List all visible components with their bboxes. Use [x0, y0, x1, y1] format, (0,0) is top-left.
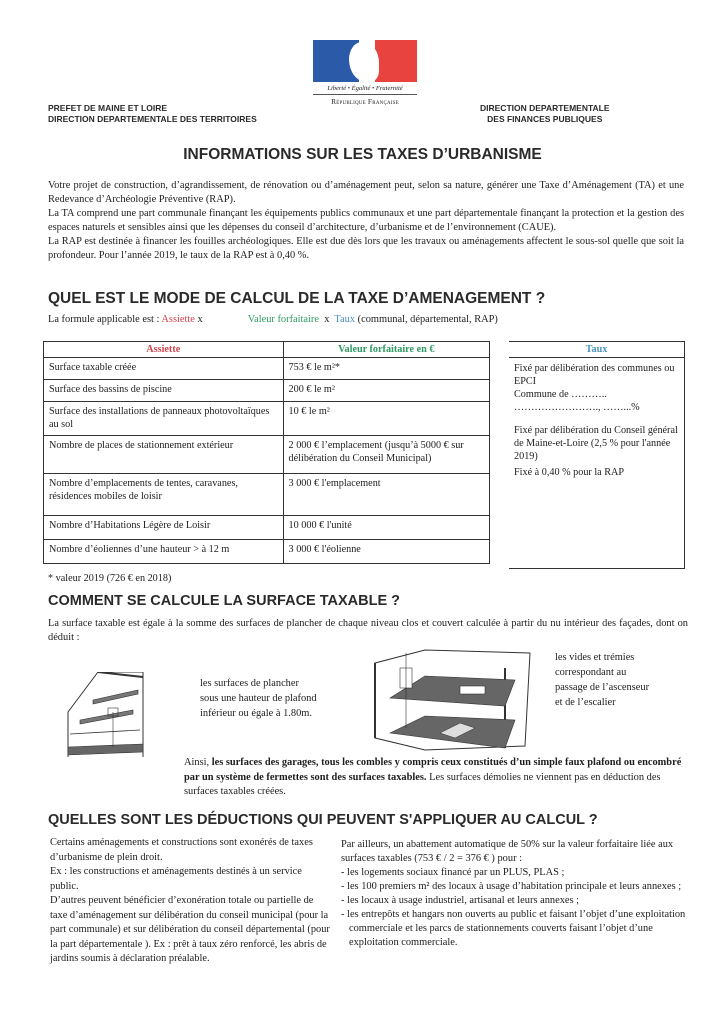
section-heading-surface: COMMENT SE CALCULE LA SURFACE TAXABLE ? [48, 593, 401, 609]
cell-assiette: Surface taxable créée [44, 358, 284, 380]
taux-departemental: Fixé par délibération du Conseil général de Maine-et-Loire (2,5 % pour l'année 2019) [514, 425, 678, 462]
tax-table [43, 341, 490, 564]
note-suffix: Les surfaces démolies ne viennent pas en déduction des surfaces taxables créées. [184, 771, 661, 797]
column-header-valeur: Valeur forfaitaire en € [283, 342, 489, 358]
exemption-paragraph: D’autres peuvent bénéficier d’exonération totale ou partielle de taxe d’aménagement sur délibération du conseil municipal (pour la part communale) et sur délibération du conseil départemental (pour la part départementale ). Ex : prêt à taux zéro renforcé, les abris de jardins soumis à déclaration préalable. [50, 895, 330, 964]
exemption-paragraph: Ex : les constructions et aménagements destinés à un service public. [50, 866, 302, 892]
cell-valeur: 2 000 € l’emplacement (jusqu’à 5000 € sur délibération du Conseil Municipal) [283, 436, 489, 474]
list-item: - les entrepôts et hangars non ouverts au public et faisant l’objet d’une exploitation commerciale et les parcs de stationnements couverts faisant l’objet d’une exploitation commerciale. [341, 909, 686, 948]
formula-valeur: Valeur forfaitaire [247, 314, 319, 325]
caption-voids: les vides et trémies correspondant au passage de l’ascenseur et de l’escalier [555, 652, 650, 708]
intro-paragraph: La RAP est destinée à financer les fouilles archéologiques. Elle est due dès lors que les travaux ou aménagements affectent le sous-sol quelle que soit la profondeur. Pour l’année 2019, le taux de la RAP est à 0,40 %. [48, 236, 684, 261]
table-row [44, 402, 490, 436]
header-left-line: PREFET DE MAINE ET LOIRE [48, 103, 168, 113]
cell-valeur: 3 000 € l'emplacement [283, 474, 489, 516]
taux-percent-blank: ……………………., ……...% [514, 402, 640, 413]
table-row [44, 436, 490, 474]
cell-valeur: 10 € le m² [283, 402, 489, 436]
header-left-line: DIRECTION DEPARTEMENTALE DES TERRITOIRES [48, 114, 257, 124]
building-voids-illustration-icon [365, 648, 540, 753]
exemption-paragraph: Certains aménagements et constructions sont exonérés de taxes d’urbanisme de plein droit. [50, 837, 313, 863]
cell-valeur: 10 000 € l'unité [283, 516, 489, 540]
list-item: - les logements sociaux financé par un PLUS, PLAS ; [341, 867, 565, 878]
table-row [44, 358, 490, 380]
cell-assiette: Nombre de places de stationnement extérieur [44, 436, 284, 474]
cell-assiette: Nombre d’éoliennes d’une hauteur > à 12 m [44, 540, 284, 564]
intro-text [48, 179, 684, 263]
table-row [44, 380, 490, 402]
deductions-left-column [50, 836, 332, 967]
header-right-line: DES FINANCES PUBLIQUES [487, 114, 603, 124]
page-title: INFORMATIONS SUR LES TAXES D’URBANISME [183, 146, 542, 163]
taux-rap: Fixé à 0,40 % pour la RAP [514, 467, 625, 478]
table-row [44, 516, 490, 540]
abatement-intro: Par ailleurs, un abattement automatique de 50% sur la valeur forfaitaire liée aux surfaces taxables (753 € / 2 = 376 € ) pour : [341, 839, 674, 864]
attic-floor-illustration-icon [58, 672, 148, 757]
taux-commune-blank: Commune de ……….. [514, 389, 607, 400]
header-right-authority [480, 103, 610, 125]
note-prefix: Ainsi, [184, 757, 212, 768]
cell-valeur: 753 € le m²* [283, 358, 489, 380]
section-heading-calcul: QUEL EST LE MODE DE CALCUL DE LA TAXE D’AMENAGEMENT ? [48, 290, 546, 307]
cell-valeur: 3 000 € l'éolienne [283, 540, 489, 564]
caption-low-ceiling: les surfaces de plancher sous une hauteur de plafond inférieur ou égale à 1.80m. [200, 678, 317, 719]
note-bold: les surfaces des garages, tous les combles y compris ceux constitués d’un simple faux plafond ou encombré par un système de fermettes sont des surfaces taxables. [184, 757, 682, 783]
formula-suffix: (communal, départemental, RAP) [357, 314, 498, 325]
deductions-right-column [341, 838, 691, 950]
cell-assiette: Surface des installations de panneaux photovoltaïques au sol [44, 402, 284, 436]
formula-times: x [324, 314, 330, 325]
taxable-surfaces-note [184, 756, 684, 800]
intro-paragraph: Votre projet de construction, d’agrandissement, de rénovation ou d’aménagement peut, selon sa nature, générer une Taxe d’Aménagement (TA) et une Redevance d’Archéologie Préventive (RAP). [48, 180, 684, 205]
formula-assiette: Assiette [161, 314, 195, 325]
cell-assiette: Surface des bassins de piscine [44, 380, 284, 402]
formula-times: x [197, 314, 203, 325]
table-footnote: * valeur 2019 (726 € en 2018) [48, 573, 172, 584]
taux-communal: Fixé par délibération des communes ou EPCI [514, 363, 675, 387]
cell-valeur: 200 € le m² [283, 380, 489, 402]
header-left-authority [48, 103, 257, 125]
header-right-line: DIRECTION DEPARTEMENTALE [480, 103, 610, 113]
logo-motto: Liberté • Égalité • Fraternité [327, 85, 403, 92]
logo-republic-name: République Française [313, 94, 417, 106]
list-item: - les 100 premiers m² des locaux à usage d’habitation principale et leurs annexes ; [341, 881, 682, 892]
taux-column [509, 341, 685, 569]
republique-francaise-logo [310, 40, 420, 106]
formula-prefix: La formule applicable est : [48, 314, 160, 325]
table-header-row [44, 342, 490, 358]
cell-assiette: Nombre d’Habitations Légère de Loisir [44, 516, 284, 540]
cell-assiette: Nombre d’emplacements de tentes, caravanes, résidences mobiles de loisir [44, 474, 284, 516]
section-heading-deductions: QUELLES SONT LES DÉDUCTIONS QUI PEUVENT S'APPLIQUER AU CALCUL ? [48, 812, 598, 828]
formula-taux: Taux [334, 314, 356, 325]
list-item: - les locaux à usage industriel, artisanal et leurs annexes ; [341, 895, 580, 906]
marianne-flag-icon [313, 40, 417, 82]
column-header-assiette: Assiette [44, 342, 284, 358]
column-header-taux: Taux [509, 342, 684, 358]
table-row [44, 474, 490, 516]
abatement-list [341, 866, 691, 950]
intro-paragraph: La TA comprend une part communale finançant les équipements publics communaux et une part départementale finançant la protection et la gestion des espaces naturels et sensibles ainsi que les dépenses du conseil d’architecture, d’urbanisme et de l’environnement (CAUE). [48, 208, 684, 233]
surface-text: La surface taxable est égale à la somme des surfaces de plancher de chaque niveau clos et couvert calculée à partir du nu intérieur des façades, dont on déduit : [48, 618, 688, 643]
formula-line [48, 314, 498, 325]
table-row [44, 540, 490, 564]
